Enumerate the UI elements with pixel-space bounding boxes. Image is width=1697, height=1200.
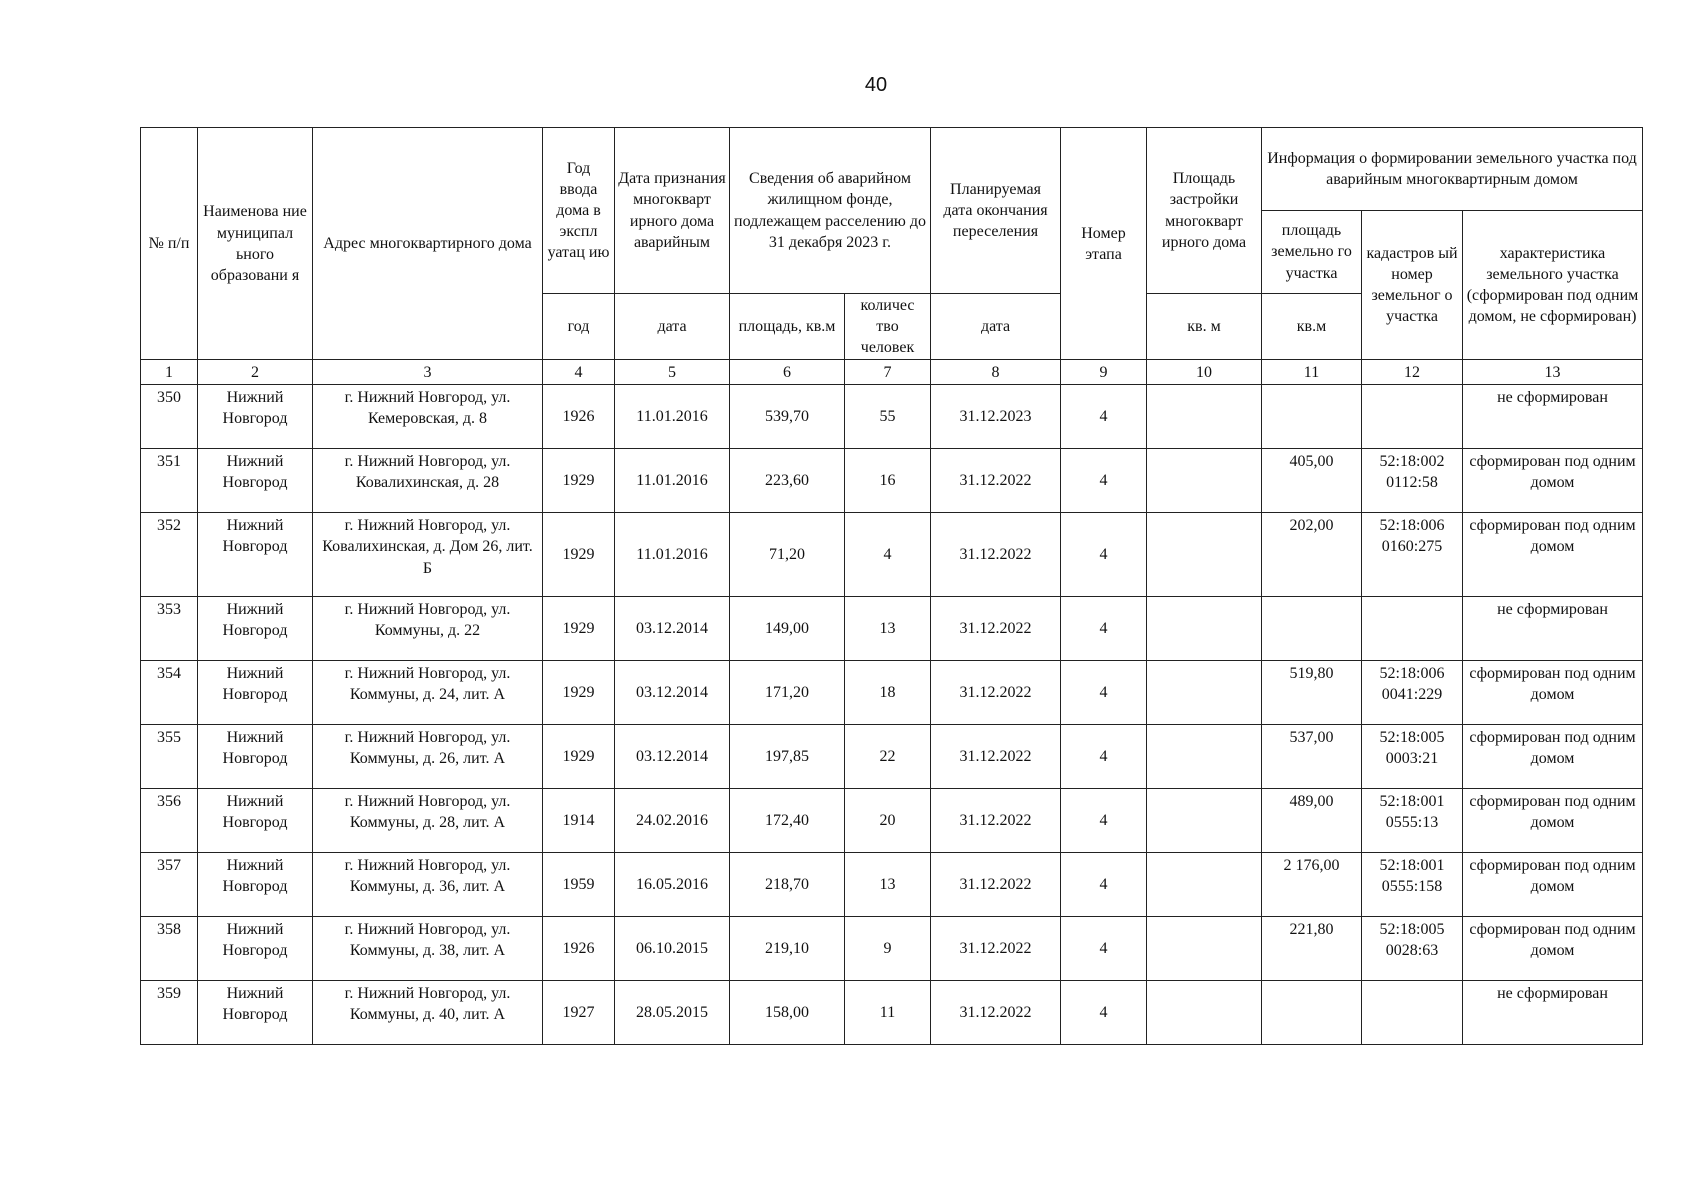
- year-cell: 1929: [543, 449, 615, 513]
- address-cell: г. Нижний Новгород, ул. Коммуны, д. 22: [313, 597, 543, 661]
- address-cell: г. Нижний Новгород, ул. Ковалихинская, д. 28: [313, 449, 543, 513]
- recognition-date-cell: 11.01.2016: [615, 385, 730, 449]
- land-area-cell: [1262, 597, 1362, 661]
- area-cell: 197,85: [730, 725, 845, 789]
- people-cell: 55: [845, 385, 931, 449]
- building-area-cell: [1147, 513, 1262, 597]
- people-cell: 16: [845, 449, 931, 513]
- recognition-date-cell: 03.12.2014: [615, 725, 730, 789]
- land-status-cell: сформирован под одним домом: [1463, 853, 1643, 917]
- row-number: 351: [141, 449, 198, 513]
- land-status-cell: сформирован под одним домом: [1463, 661, 1643, 725]
- people-cell: 18: [845, 661, 931, 725]
- year-cell: 1959: [543, 853, 615, 917]
- address-cell: г. Нижний Новгород, ул. Коммуны, д. 38, лит. А: [313, 917, 543, 981]
- planned-date-cell: 31.12.2022: [931, 981, 1061, 1045]
- cadastral-number-cell: 52:18:001 0555:13: [1362, 789, 1463, 853]
- header-row-number: № п/п: [141, 128, 198, 360]
- column-number: 8: [931, 360, 1061, 385]
- year-cell: 1929: [543, 661, 615, 725]
- table-body: [141, 385, 1643, 1045]
- year-cell: 1926: [543, 385, 615, 449]
- land-status-cell: сформирован под одним домом: [1463, 725, 1643, 789]
- planned-date-cell: 31.12.2022: [931, 853, 1061, 917]
- table-row: [141, 725, 1643, 789]
- address-cell: г. Нижний Новгород, ул. Коммуны, д. 28, лит. А: [313, 789, 543, 853]
- unit-year: год: [543, 294, 615, 360]
- cadastral-number-cell: 52:18:006 0160:275: [1362, 513, 1463, 597]
- stage-cell: 4: [1061, 981, 1147, 1045]
- table-row: [141, 661, 1643, 725]
- year-cell: 1929: [543, 513, 615, 597]
- planned-date-cell: 31.12.2022: [931, 513, 1061, 597]
- address-cell: г. Нижний Новгород, ул. Кемеровская, д. 8: [313, 385, 543, 449]
- table-row: [141, 385, 1643, 449]
- year-cell: 1929: [543, 725, 615, 789]
- people-cell: 22: [845, 725, 931, 789]
- area-cell: 171,20: [730, 661, 845, 725]
- row-number: 357: [141, 853, 198, 917]
- header-building-area: Площадь застройки многокварт ирного дома: [1147, 128, 1262, 294]
- column-number: 2: [198, 360, 313, 385]
- cadastral-number-cell: [1362, 597, 1463, 661]
- row-number: 352: [141, 513, 198, 597]
- planned-date-cell: 31.12.2023: [931, 385, 1061, 449]
- header-address: Адрес многоквартирного дома: [313, 128, 543, 360]
- column-number: 3: [313, 360, 543, 385]
- land-area-cell: 519,80: [1262, 661, 1362, 725]
- stage-cell: 4: [1061, 513, 1147, 597]
- table-row: [141, 789, 1643, 853]
- header-commission-year: Год ввода дома в экспл уатац ию: [543, 128, 615, 294]
- planned-date-cell: 31.12.2022: [931, 917, 1061, 981]
- building-area-cell: [1147, 853, 1262, 917]
- unit-area: площадь, кв.м: [730, 294, 845, 360]
- header-stage-number: Номер этапа: [1061, 128, 1147, 360]
- building-area-cell: [1147, 597, 1262, 661]
- column-number: 11: [1262, 360, 1362, 385]
- column-number: 12: [1362, 360, 1463, 385]
- building-area-cell: [1147, 917, 1262, 981]
- building-area-cell: [1147, 449, 1262, 513]
- recognition-date-cell: 16.05.2016: [615, 853, 730, 917]
- area-cell: 223,60: [730, 449, 845, 513]
- land-area-cell: 537,00: [1262, 725, 1362, 789]
- row-number: 355: [141, 725, 198, 789]
- recognition-date-cell: 28.05.2015: [615, 981, 730, 1045]
- column-number: 4: [543, 360, 615, 385]
- people-cell: 13: [845, 853, 931, 917]
- stage-cell: 4: [1061, 449, 1147, 513]
- header-emergency-fund: Сведения об аварийном жилищном фонде, подлежащем расселению до 31 декабря 2023 г.: [730, 128, 931, 294]
- address-cell: г. Нижний Новгород, ул. Ковалихинская, д. Дом 26, лит. Б: [313, 513, 543, 597]
- cadastral-number-cell: 52:18:001 0555:158: [1362, 853, 1463, 917]
- recognition-date-cell: 11.01.2016: [615, 513, 730, 597]
- building-area-cell: [1147, 789, 1262, 853]
- municipality-cell: Нижний Новгород: [198, 661, 313, 725]
- cadastral-number-cell: 52:18:002 0112:58: [1362, 449, 1463, 513]
- unit-land-area: кв.м: [1262, 294, 1362, 360]
- table-row: [141, 449, 1643, 513]
- planned-date-cell: 31.12.2022: [931, 449, 1061, 513]
- people-cell: 11: [845, 981, 931, 1045]
- land-area-cell: 221,80: [1262, 917, 1362, 981]
- cadastral-number-cell: 52:18:005 0028:63: [1362, 917, 1463, 981]
- unit-build-area: кв. м: [1147, 294, 1262, 360]
- year-cell: 1914: [543, 789, 615, 853]
- stage-cell: 4: [1061, 917, 1147, 981]
- header-land-characteristic: характеристика земельного участка (сформирован под одним домом, не сформирован): [1463, 211, 1643, 360]
- land-area-cell: 202,00: [1262, 513, 1362, 597]
- header-land-area: площадь земельно го участка: [1262, 211, 1362, 294]
- recognition-date-cell: 11.01.2016: [615, 449, 730, 513]
- address-cell: г. Нижний Новгород, ул. Коммуны, д. 26, лит. А: [313, 725, 543, 789]
- address-cell: г. Нижний Новгород, ул. Коммуны, д. 24, лит. А: [313, 661, 543, 725]
- land-area-cell: [1262, 385, 1362, 449]
- table-row: [141, 981, 1643, 1045]
- header-municipality: Наименова ние муниципал ьного образовани я: [198, 128, 313, 360]
- cadastral-number-cell: [1362, 981, 1463, 1045]
- recognition-date-cell: 03.12.2014: [615, 597, 730, 661]
- header-land-plot-info: Информация о формировании земельного участка под аварийным многоквартирным домом: [1262, 128, 1643, 211]
- planned-date-cell: 31.12.2022: [931, 789, 1061, 853]
- year-cell: 1927: [543, 981, 615, 1045]
- land-status-cell: не сформирован: [1463, 981, 1643, 1045]
- year-cell: 1929: [543, 597, 615, 661]
- people-cell: 13: [845, 597, 931, 661]
- cadastral-number-cell: [1362, 385, 1463, 449]
- building-area-cell: [1147, 725, 1262, 789]
- area-cell: 218,70: [730, 853, 845, 917]
- housing-registry-table: [140, 127, 1643, 1045]
- row-number: 350: [141, 385, 198, 449]
- area-cell: 539,70: [730, 385, 845, 449]
- row-number: 358: [141, 917, 198, 981]
- stage-cell: 4: [1061, 853, 1147, 917]
- page-number: 40: [864, 74, 888, 96]
- column-number: 1: [141, 360, 198, 385]
- column-number: 13: [1463, 360, 1643, 385]
- table-row: [141, 513, 1643, 597]
- land-status-cell: не сформирован: [1463, 597, 1643, 661]
- unit-date: дата: [615, 294, 730, 360]
- building-area-cell: [1147, 661, 1262, 725]
- recognition-date-cell: 03.12.2014: [615, 661, 730, 725]
- year-cell: 1926: [543, 917, 615, 981]
- land-status-cell: не сформирован: [1463, 385, 1643, 449]
- people-cell: 4: [845, 513, 931, 597]
- municipality-cell: Нижний Новгород: [198, 789, 313, 853]
- address-cell: г. Нижний Новгород, ул. Коммуны, д. 36, лит. А: [313, 853, 543, 917]
- cadastral-number-cell: 52:18:005 0003:21: [1362, 725, 1463, 789]
- address-cell: г. Нижний Новгород, ул. Коммуны, д. 40, лит. А: [313, 981, 543, 1045]
- area-cell: 172,40: [730, 789, 845, 853]
- planned-date-cell: 31.12.2022: [931, 597, 1061, 661]
- area-cell: 71,20: [730, 513, 845, 597]
- land-area-cell: [1262, 981, 1362, 1045]
- municipality-cell: Нижний Новгород: [198, 725, 313, 789]
- area-cell: 219,10: [730, 917, 845, 981]
- stage-cell: 4: [1061, 597, 1147, 661]
- unit-plan-date: дата: [931, 294, 1061, 360]
- land-status-cell: сформирован под одним домом: [1463, 513, 1643, 597]
- land-area-cell: 2 176,00: [1262, 853, 1362, 917]
- municipality-cell: Нижний Новгород: [198, 385, 313, 449]
- column-number: 7: [845, 360, 931, 385]
- people-cell: 20: [845, 789, 931, 853]
- column-number: 9: [1061, 360, 1147, 385]
- municipality-cell: Нижний Новгород: [198, 449, 313, 513]
- stage-cell: 4: [1061, 385, 1147, 449]
- stage-cell: 4: [1061, 661, 1147, 725]
- header-planned-date: Планируемая дата окончания переселения: [931, 128, 1061, 294]
- table-row: [141, 853, 1643, 917]
- recognition-date-cell: 24.02.2016: [615, 789, 730, 853]
- row-number: 353: [141, 597, 198, 661]
- area-cell: 158,00: [730, 981, 845, 1045]
- column-number: 10: [1147, 360, 1262, 385]
- planned-date-cell: 31.12.2022: [931, 725, 1061, 789]
- column-number: 5: [615, 360, 730, 385]
- column-number: 6: [730, 360, 845, 385]
- stage-cell: 4: [1061, 725, 1147, 789]
- building-area-cell: [1147, 981, 1262, 1045]
- table-row: [141, 917, 1643, 981]
- table-row: [141, 597, 1643, 661]
- recognition-date-cell: 06.10.2015: [615, 917, 730, 981]
- land-area-cell: 405,00: [1262, 449, 1362, 513]
- land-status-cell: сформирован под одним домом: [1463, 449, 1643, 513]
- area-cell: 149,00: [730, 597, 845, 661]
- row-number: 356: [141, 789, 198, 853]
- land-status-cell: сформирован под одним домом: [1463, 917, 1643, 981]
- row-number: 354: [141, 661, 198, 725]
- row-number: 359: [141, 981, 198, 1045]
- land-status-cell: сформирован под одним домом: [1463, 789, 1643, 853]
- column-number-row: [141, 360, 1643, 385]
- land-area-cell: 489,00: [1262, 789, 1362, 853]
- municipality-cell: Нижний Новгород: [198, 981, 313, 1045]
- header-cadastral-number: кадастров ый номер земельног о участка: [1362, 211, 1463, 360]
- unit-people: количес тво человек: [845, 294, 931, 360]
- header-recognition-date: Дата признания многокварт ирного дома аварийным: [615, 128, 730, 294]
- building-area-cell: [1147, 385, 1262, 449]
- planned-date-cell: 31.12.2022: [931, 661, 1061, 725]
- municipality-cell: Нижний Новгород: [198, 853, 313, 917]
- people-cell: 9: [845, 917, 931, 981]
- table-header: [141, 128, 1643, 385]
- municipality-cell: Нижний Новгород: [198, 597, 313, 661]
- stage-cell: 4: [1061, 789, 1147, 853]
- cadastral-number-cell: 52:18:006 0041:229: [1362, 661, 1463, 725]
- municipality-cell: Нижний Новгород: [198, 513, 313, 597]
- municipality-cell: Нижний Новгород: [198, 917, 313, 981]
